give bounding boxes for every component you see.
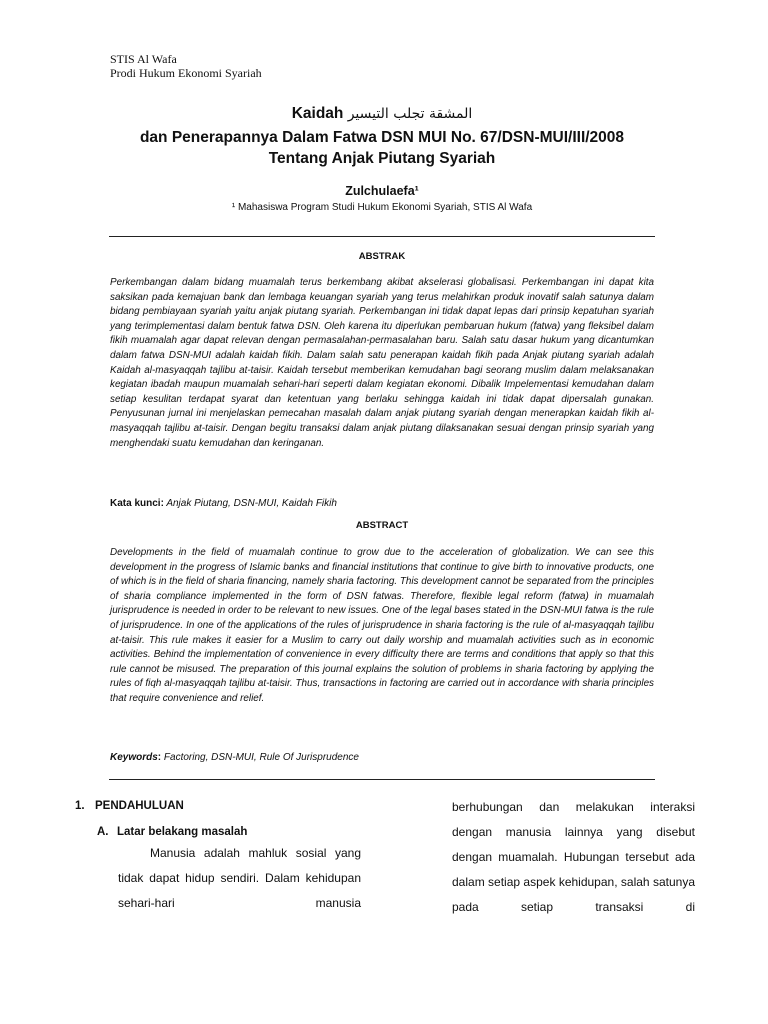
abstract-text: Developments in the field of muamalah continue to grow due to the acceleration of globalization. We can see this development in the progress of Islamic banks and financial institutions that continue to give birth to innovative products, one of which is in the field of sharia financing, namely sharia factoring. This development cannot be separated from the principles of sharia compliance implemented in the form of DSN fatwas. Therefore, flexible legal reform (fatwa) in muamalah jurisprudence is needed in order to be relevant to new issues. One of the legal bases stated in the DSN-MUI fatwa is the rule of jurisprudence. In one of the applications of the rules of jurisprudence in sharia factoring is the rule of al-masyaqqah tajlibu at-taisir. This rule makes it easier for a Muslim to carry out daily worship and muamalah activities such as in economic activities. Behind the implementation of convenience in every difficulty there are terms and conditions that apply so that this rule cannot be misused. The preparation of this journal explains the solution of problems in sharia factoring by applying the rules of fiqh al-masyaqqah tajlibu at-taisir. Thus, transactions in factoring are carried out in accordance with sharia principles that require convenience and relief. xyxy=(110,547,654,704)
body-column-right xyxy=(452,795,695,920)
abstrak-text: Perkembangan dalam bidang muamalah terus berkembang akibat akselerasi globalisasi. Perkembangan ini dapat kita saksikan pada kemajuan bank dan lembaga keuangan syariah yang terus melahirkan produk inovatif salah satunya dalam bidang pembiayaan syariah yaitu anjak piutang syariah. Perkembangan ini tidak dapat lepas dari prinsip kepatuhan syariah yang terimplementasi dalam bentuk fatwa DSN. Oleh karena itu diperlukan pembaruan hukum (fatwa) yang fleksibel dalam fikih muamalah agar dapat relevan dengan permasalahan-permasalahan baru. Salah satu dasar hukum yang dicantumkan dalam fatwa DSN-MUI adalah kaidah fikih. Dalam salah satu penerapan kaidah fikih pada Anjak piutang syariah adalah Kaidah al-masyaqqah tajlibu at-taisir. Kaidah tersebut memberikan kemudahan bagi seorang muslim dalam melaksanakan kegiatan ibadah maupun muamalah sehari-hari seperti dalam kegiatan ekonomi. Dibalik Impelementasi kemudahan dalam setiap kesulitan terdapat syarat dan ketentuan yang berlaku sehingga kaidah ini tidak dapat dipersalah gunakan. Penyusunan jurnal ini menjelaskan pemecahan masalah dalam anjak piutang syariah dengan menerapkan kaidah fikih al-masyaqqah tajlibu at-taisir. Dengan begitu transaksi dalam anjak piutang dilaksanakan sesuai dengan prinsip syariah yang menghendaki suatu kemudahan dan keringanan. xyxy=(110,277,654,449)
subsection-title: Latar belakang masalah xyxy=(117,826,248,838)
abstract-keywords-label: Keywords xyxy=(110,752,158,763)
abstrak-heading: ABSTRAK xyxy=(358,251,406,262)
title-arabic: المشقة تجلب التيسير xyxy=(347,106,473,122)
paper-title-line1 xyxy=(110,104,654,124)
title-block xyxy=(110,104,654,213)
program-name: Prodi Hukum Ekonomi Syariah xyxy=(110,66,262,80)
body-column-left xyxy=(75,800,361,916)
body-paragraph-right: berhubungan dan melakukan interaksi dengan manusia lainnya yang disebut dengan muamalah. Hubungan tersebut ada dalam setiap aspek kehidupan, salah satunya pada setiap transaksi di xyxy=(452,800,695,914)
abstract-keywords-colon: : xyxy=(157,752,162,763)
body-paragraph-left: Manusia adalah mahluk sosial yang tidak dapat hidup sendiri. Dalam kehidupan sehari-hari manusia xyxy=(118,846,361,910)
abstrak-keywords-value: Anjak Piutang, DSN-MUI, Kaidah Fikih xyxy=(163,498,337,509)
abstract-keywords xyxy=(110,752,654,763)
section-number: 1. xyxy=(75,800,85,812)
subsection-heading xyxy=(97,826,361,838)
abstract-keywords-value: Factoring, DSN-MUI, Rule Of Jurisprudence xyxy=(161,752,359,763)
running-header xyxy=(110,52,262,80)
section-title: PENDAHULUAN xyxy=(95,800,184,812)
section-heading xyxy=(75,800,361,812)
paper-title-line2: dan Penerapannya Dalam Fatwa DSN MUI No. 67/DSN-MUI/III/2008 xyxy=(139,129,625,146)
abstract-heading: ABSTRACT xyxy=(355,520,409,531)
divider-bottom xyxy=(109,779,655,780)
author-name: Zulchulaefa¹ xyxy=(345,184,419,198)
paper-title-line3: Tentang Anjak Piutang Syariah xyxy=(268,150,496,167)
subsection-number: A. xyxy=(97,826,109,838)
institution-name: STIS Al Wafa xyxy=(110,52,177,66)
abstrak-keywords xyxy=(110,498,654,509)
author-affiliation: ¹ Mahasiswa Program Studi Hukum Ekonomi Syariah, STIS Al Wafa xyxy=(231,202,533,213)
title-word: Kaidah xyxy=(291,105,344,122)
abstrak-keywords-label: Kata kunci: xyxy=(110,498,164,509)
divider-top xyxy=(109,236,655,237)
